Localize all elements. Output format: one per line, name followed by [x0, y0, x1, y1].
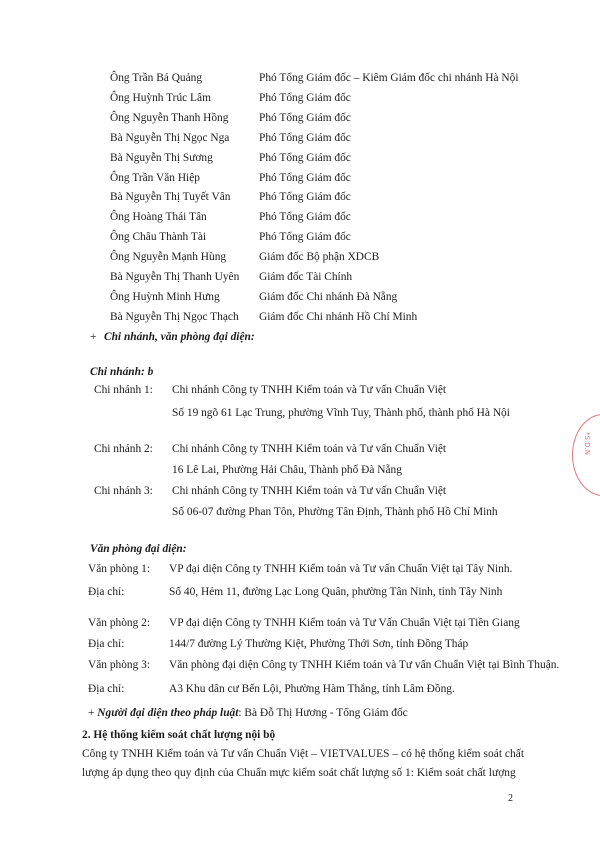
- officer-name: Bà Nguyễn Thị Tuyết Vân: [110, 191, 231, 203]
- officer-name: Ông Trần Văn Hiệp: [110, 172, 200, 184]
- officer-title: Phó Tổng Giám đốc: [259, 152, 351, 164]
- office-1-address: Số 40, Hẻm 11, đường Lạc Long Quân, phường Tân Ninh, tỉnh Tây Ninh: [169, 586, 503, 598]
- section-2-paragraph-line-2: lượng áp dụng theo quy định của Chuẩn mực kiểm soát chất lượng số 1: Kiểm soát chất lượng: [82, 767, 516, 779]
- officer-title: Giám đốc Bộ phận XDCB: [259, 251, 380, 263]
- legal-rep-bullet: +: [88, 707, 95, 719]
- office-2-address-label: Địa chỉ:: [88, 638, 125, 650]
- officer-name: Ông Huỳnh Minh Hưng: [110, 291, 220, 303]
- section-2-paragraph-line-1: Công ty TNHH Kiểm toán và Tư vấn Chuẩn Việt – VIETVALUES – có hệ thống kiểm soát chất: [82, 748, 525, 760]
- officer-name: Ông Nguyễn Thanh Hồng: [110, 112, 229, 124]
- officer-title: Phó Tổng Giám đốc: [259, 172, 351, 184]
- branch-3-address: Số 06-07 đường Phan Tôn, Phường Tân Định, Thành phố Hồ Chí Minh: [172, 506, 498, 518]
- officer-title: Phó Tổng Giám đốc: [259, 191, 351, 203]
- office-2-label: Văn phòng 2:: [88, 617, 151, 629]
- officer-name: Bà Nguyễn Thị Sương: [110, 152, 213, 164]
- legal-rep-value: : Bà Đỗ Thị Hương - Tổng Giám đốc: [238, 707, 408, 719]
- officer-name: Bà Nguyễn Thị Ngọc Thạch: [110, 311, 239, 323]
- officer-title: Phó Tổng Giám đốc: [259, 132, 351, 144]
- branch-2-name: Chi nhánh Công ty TNHH Kiểm toán và Tư vấn Chuẩn Việt: [172, 443, 447, 455]
- legal-rep-line: [88, 707, 408, 721]
- page-number: 2: [508, 793, 513, 804]
- branch-3-label: Chi nhánh 3:: [94, 485, 153, 497]
- branches-heading-bullet: +: [90, 331, 97, 343]
- branch-1-name: Chi nhánh Công ty TNHH Kiểm toán và Tư vấn Chuẩn Việt: [172, 384, 447, 396]
- branches-subheading: Chi nhánh: b: [90, 366, 154, 378]
- officer-name: Ông Trần Bá Quảng: [110, 72, 203, 84]
- officer-name: Ông Hoàng Thái Tân: [110, 211, 207, 223]
- officer-title: Phó Tổng Giám đốc: [259, 92, 351, 104]
- officer-name: Bà Nguyễn Thị Thanh Uyên: [110, 271, 240, 283]
- legal-rep-label: Người đại diện theo pháp luật: [97, 707, 239, 719]
- officer-title: Phó Tổng Giám đốc – Kiêm Giám đốc chi nhánh Hà Nội: [259, 72, 519, 84]
- company-stamp-text: *S.D.N: [583, 432, 591, 456]
- officer-title: Giám đốc Chi nhánh Đà Nẵng: [259, 291, 398, 303]
- office-1-address-label: Địa chỉ:: [88, 586, 125, 598]
- officer-name: Bà Nguyễn Thị Ngọc Nga: [110, 132, 230, 144]
- office-3-address: A3 Khu dân cư Bến Lội, Phường Hàm Thắng, tỉnh Lâm Đồng.: [169, 683, 455, 695]
- officer-title: Phó Tổng Giám đốc: [259, 112, 351, 124]
- office-3-label: Văn phòng 3:: [88, 659, 151, 671]
- branch-1-address: Số 19 ngõ 61 Lạc Trung, phường Vĩnh Tuy, Thành phố, thành phố Hà Nội: [172, 407, 510, 419]
- office-1-label: Văn phòng 1:: [88, 563, 151, 575]
- office-3-name: Văn phòng đại diện Công ty TNHH Kiểm toán và Tư vấn Chuẩn Việt tại Bình Thuận.: [169, 659, 560, 671]
- office-3-address-label: Địa chỉ:: [88, 683, 125, 695]
- officer-name: Ông Huỳnh Trúc Lâm: [110, 92, 211, 104]
- branch-3-name: Chi nhánh Công ty TNHH Kiểm toán và Tư vấn Chuẩn Việt: [172, 485, 447, 497]
- office-1-name: VP đại diện Công ty TNHH Kiểm toán và Tư vấn Chuẩn Việt tại Tây Ninh.: [169, 563, 513, 575]
- officer-name: Ông Nguyễn Mạnh Hùng: [110, 251, 227, 263]
- office-2-address: 144/7 đường Lý Thường Kiệt, Phường Thới Sơn, tỉnh Đồng Tháp: [169, 638, 469, 650]
- branch-2-label: Chi nhánh 2:: [94, 443, 153, 455]
- officer-title: Giám đốc Tài Chính: [259, 271, 353, 283]
- officer-title: Giám đốc Chi nhánh Hồ Chí Minh: [259, 311, 418, 323]
- office-2-name: VP đại diện Công ty TNHH Kiểm toán và Tư Vấn Chuẩn Việt tại Tiền Giang: [169, 617, 520, 629]
- branch-2-address: 16 Lê Lai, Phường Hải Châu, Thành phố Đà Nẵng: [172, 464, 402, 476]
- section-2-heading: 2. Hệ thống kiểm soát chất lượng nội bộ: [82, 729, 276, 741]
- branches-heading: Chi nhánh, văn phòng đại diện:: [104, 331, 255, 343]
- officer-name: Ông Châu Thành Tài: [110, 231, 207, 243]
- officer-title: Phó Tổng Giám đốc: [259, 211, 351, 223]
- offices-subheading: Văn phòng đại diện:: [90, 543, 187, 555]
- officer-title: Phó Tổng Giám đốc: [259, 231, 351, 243]
- branch-1-label: Chi nhánh 1:: [94, 384, 153, 396]
